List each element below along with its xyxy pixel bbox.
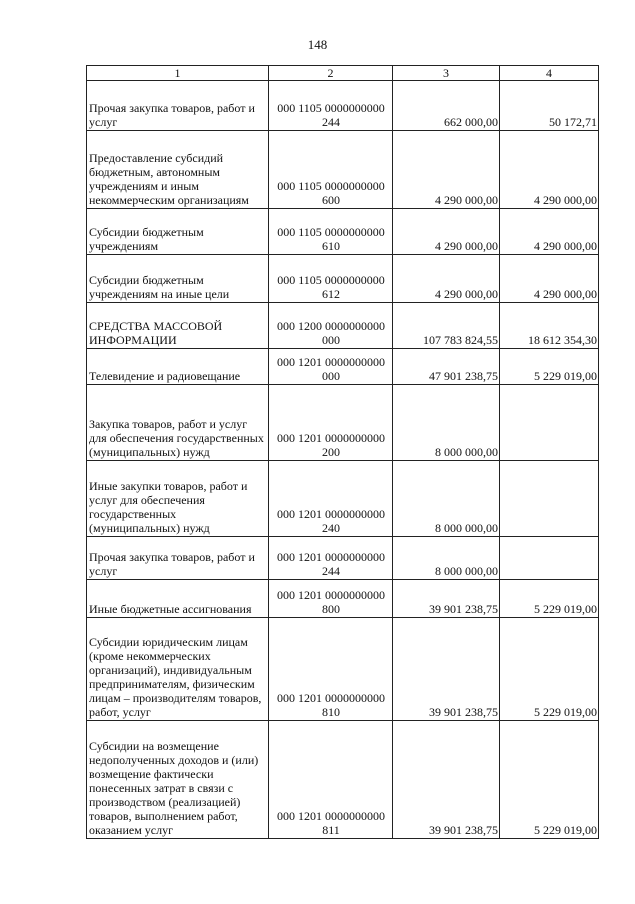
row-value-4: [500, 385, 599, 461]
row-name: Телевидение и радиовещание: [87, 349, 269, 385]
row-code: [269, 537, 393, 580]
row-value-3: 4 290 000,00: [393, 209, 500, 255]
table-row: [87, 537, 599, 580]
code-line: 000 1105 0000000000: [277, 225, 385, 239]
row-value-4: 18 612 354,30: [500, 303, 599, 349]
table-row: [87, 303, 599, 349]
table-row: [87, 209, 599, 255]
page-number: 148: [307, 37, 328, 52]
code-line: 000 1201 0000000000: [277, 691, 385, 705]
table-row: [87, 580, 599, 618]
header-row: [87, 66, 599, 81]
code-line: 600: [322, 193, 340, 207]
column-header-1: 1: [87, 66, 269, 81]
row-name: СРЕДСТВА МАССОВОЙ ИНФОРМАЦИИ: [87, 303, 269, 349]
code-line: 810: [322, 705, 340, 719]
code-line: 000: [322, 369, 340, 383]
table-row: [87, 255, 599, 303]
table-row: [87, 81, 599, 131]
code-line: 610: [322, 239, 340, 253]
row-value-4: 5 229 019,00: [500, 618, 599, 721]
budget-table: [86, 65, 599, 839]
row-code: [269, 131, 393, 209]
row-value-4: 4 290 000,00: [500, 255, 599, 303]
column-header-2: 2: [269, 66, 393, 81]
table-row: [87, 461, 599, 537]
code-line: 000 1105 0000000000: [277, 273, 385, 287]
code-line: 000 1201 0000000000: [277, 431, 385, 445]
row-value-3: 39 901 238,75: [393, 618, 500, 721]
row-value-3: 662 000,00: [393, 81, 500, 131]
code-line: 000 1105 0000000000: [277, 101, 385, 115]
row-code: [269, 618, 393, 721]
row-code: [269, 255, 393, 303]
row-code: [269, 81, 393, 131]
row-name: Прочая закупка товаров, работ и услуг: [87, 81, 269, 131]
row-code: [269, 303, 393, 349]
code-line: 244: [322, 115, 340, 129]
row-name: Субсидии бюджетным учреждениям на иные цели: [87, 255, 269, 303]
table-row: [87, 349, 599, 385]
row-code: [269, 385, 393, 461]
code-line: 800: [322, 602, 340, 616]
column-header-3: 3: [393, 66, 500, 81]
row-value-3: 39 901 238,75: [393, 721, 500, 839]
row-name: Закупка товаров, работ и услуг для обеспечения государственных (муниципальных) нужд: [87, 385, 269, 461]
row-value-3: 4 290 000,00: [393, 255, 500, 303]
row-name: Предоставление субсидий бюджетным, автономным учреждениям и иным некоммерческим организациям: [87, 131, 269, 209]
table-row: [87, 618, 599, 721]
code-line: 000 1105 0000000000: [277, 179, 385, 193]
code-line: 000 1201 0000000000: [277, 507, 385, 521]
row-value-3: 39 901 238,75: [393, 580, 500, 618]
table-row: [87, 385, 599, 461]
row-name: Субсидии на возмещение недополученных доходов и (или) возмещение фактически понесенных затрат в связи с производством (реализацией) товаров, выполнением работ, оказанием услуг: [87, 721, 269, 839]
table-row: [87, 721, 599, 839]
row-value-3: 4 290 000,00: [393, 131, 500, 209]
row-value-3: 8 000 000,00: [393, 385, 500, 461]
row-code: [269, 349, 393, 385]
row-name: Прочая закупка товаров, работ и услуг: [87, 537, 269, 580]
row-value-4: 5 229 019,00: [500, 349, 599, 385]
row-name: Субсидии юридическим лицам (кроме некоммерческих организаций), индивидуальным предпринимателям, физическим лицам – производителям товаров, работ, услуг: [87, 618, 269, 721]
code-line: 200: [322, 445, 340, 459]
code-line: 000 1200 0000000000: [277, 319, 385, 333]
row-value-4: [500, 537, 599, 580]
code-line: 000 1201 0000000000: [277, 550, 385, 564]
row-value-3: 107 783 824,55: [393, 303, 500, 349]
row-name: Иные бюджетные ассигнования: [87, 580, 269, 618]
table-row: [87, 131, 599, 209]
code-line: 244: [322, 564, 340, 578]
column-header-4: 4: [500, 66, 599, 81]
row-value-3: 8 000 000,00: [393, 537, 500, 580]
row-value-4: 5 229 019,00: [500, 580, 599, 618]
row-code: [269, 580, 393, 618]
row-code: [269, 209, 393, 255]
row-code: [269, 461, 393, 537]
row-value-4: 50 172,71: [500, 81, 599, 131]
code-line: 000 1201 0000000000: [277, 355, 385, 369]
row-value-3: 47 901 238,75: [393, 349, 500, 385]
row-value-4: 4 290 000,00: [500, 209, 599, 255]
code-line: 612: [322, 287, 340, 301]
row-value-4: 5 229 019,00: [500, 721, 599, 839]
row-value-4: 4 290 000,00: [500, 131, 599, 209]
code-line: 240: [322, 521, 340, 535]
row-value-4: [500, 461, 599, 537]
code-line: 811: [322, 823, 340, 837]
row-code: [269, 721, 393, 839]
row-value-3: 8 000 000,00: [393, 461, 500, 537]
code-line: 000: [322, 333, 340, 347]
code-line: 000 1201 0000000000: [277, 809, 385, 823]
row-name: Иные закупки товаров, работ и услуг для обеспечения государственных (муниципальных) нужд: [87, 461, 269, 537]
code-line: 000 1201 0000000000: [277, 588, 385, 602]
row-name: Субсидии бюджетным учреждениям: [87, 209, 269, 255]
